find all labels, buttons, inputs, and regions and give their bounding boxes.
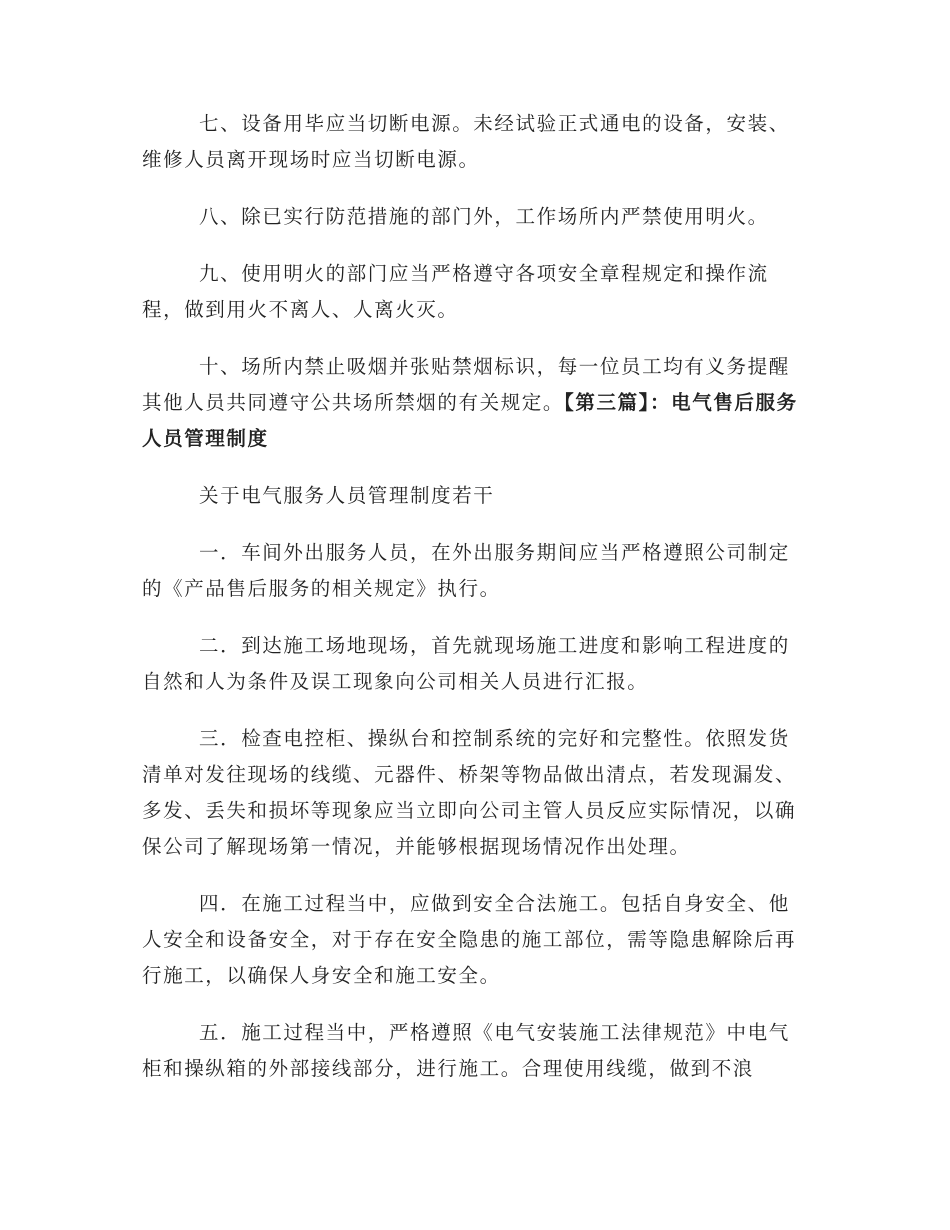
- paragraph-text: 九、使用明火的部门应当严格遵守各项安全章程规定和操作流程，做到用火不离人、人离火灭。: [142, 262, 769, 321]
- paragraph-text: 一．车间外出服务人员，在外出服务期间应当严格遵照公司制定的《产品售后服务的相关规定》执行。: [142, 541, 790, 600]
- paragraph-gap: [142, 607, 810, 628]
- paragraph-gap: [142, 994, 810, 1015]
- paragraph-gap: [142, 178, 810, 199]
- paragraph-text: 关于电气服务人员管理制度若干: [199, 484, 495, 507]
- paragraph-9: [142, 256, 810, 328]
- paragraph-8: [142, 199, 810, 235]
- rule-3: [142, 721, 810, 865]
- rule-2: [142, 628, 810, 700]
- document-body: [142, 106, 810, 1087]
- section-intro: [142, 478, 810, 514]
- rule-1: [142, 535, 810, 607]
- paragraph-7: [142, 106, 810, 178]
- paragraph-gap: [142, 865, 810, 886]
- rule-4: [142, 886, 810, 994]
- paragraph-text: 四．在施工过程当中，应做到安全合法施工。包括自身安全、他人安全和设备安全，对于存在安全隐患的施工部位，需等隐患解除后再行施工，以确保人身安全和施工安全。: [142, 892, 797, 987]
- paragraph-text: 七、设备用毕应当切断电源。未经试验正式通电的设备，安装、维修人员离开现场时应当切断电源。: [142, 112, 790, 171]
- paragraph-text: 五．施工过程当中，严格遵照《电气安装施工法律规范》中电气柜和操纵箱的外部接线部分，进行施工。合理使用线缆，做到不浪: [142, 1021, 790, 1080]
- paragraph-gap: [142, 457, 810, 478]
- paragraph-gap: [142, 514, 810, 535]
- section-heading: 【第三篇】：电气售后服务人员管理制度: [142, 391, 798, 450]
- paragraph-10: [142, 349, 810, 457]
- paragraph-gap: [142, 235, 810, 256]
- paragraph-text: 二．到达施工场地现场，首先就现场施工进度和影响工程进度的自然和人为条件及误工现象向公司相关人员进行汇报。: [142, 634, 790, 693]
- paragraph-text: 三．检查电控柜、操纵台和控制系统的完好和完整性。依照发货清单对发往现场的线缆、元器件、桥架等物品做出清点，若发现漏发、多发、丢失和损坏等现象应当立即向公司主管人员反应实际情况，以确保公司了解现场第一情况，并能够根据现场情况作出处理。: [142, 727, 797, 858]
- paragraph-text: 八、除已实行防范措施的部门外，工作场所内严禁使用明火。: [199, 205, 769, 228]
- paragraph-gap: [142, 328, 810, 349]
- rule-5: [142, 1015, 810, 1087]
- paragraph-text: 十、场所内禁止吸烟并张贴禁烟标识，每一位员工均有义务提醒其他人员共同遵守公共场所禁烟的有关规定。: [142, 355, 790, 414]
- paragraph-gap: [142, 700, 810, 721]
